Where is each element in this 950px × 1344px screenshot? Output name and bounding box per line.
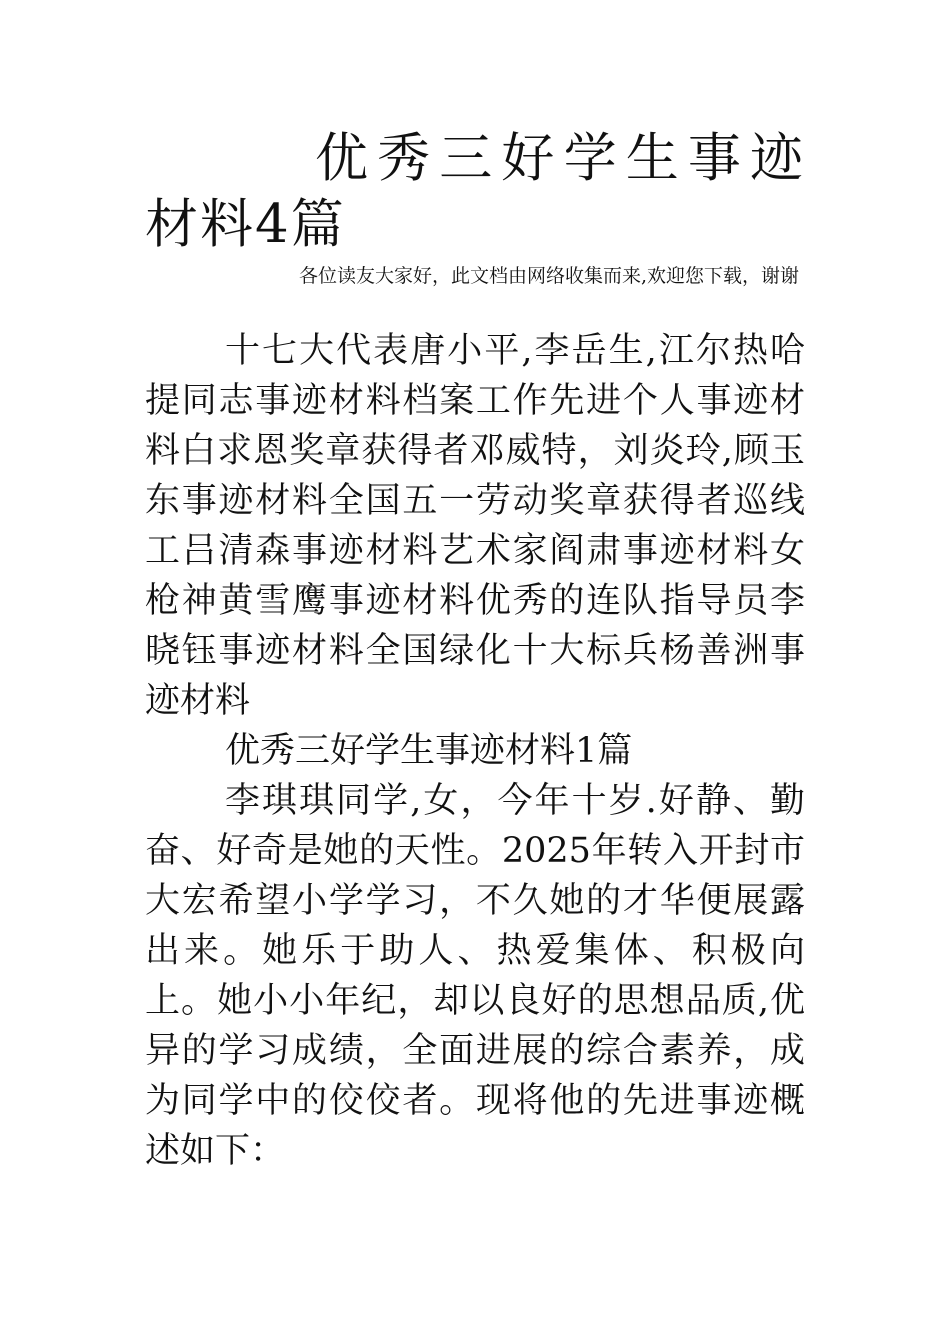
document-subtitle: 各位读友大家好，此文档由网络收集而来,欢迎您下载，谢谢: [298, 265, 799, 287]
paragraph-intro: 十七大代表唐小平,李岳生,江尔热哈提同志事迹材料档案工作先进个人事迹材料白求恩奖章获得者邓威特，刘炎玲,顾玉东事迹材料全国五一劳动奖章获得者巡线工吕清森事迹材料艺术家阎肃事迹材料女枪神黄雪鹰事迹材料优秀的连队指导员李晓钰事迹材料全国绿化十大标兵杨善洲事迹材料: [145, 331, 805, 721]
section-heading: 优秀三好学生事迹材料1篇: [225, 731, 633, 771]
document-title: 优秀三好学生事迹材料4篇: [145, 128, 805, 255]
document-content: [145, 126, 805, 1176]
document-body: [145, 326, 805, 1176]
paragraph-student: 李琪琪同学,女，今年十岁.好静、勤奋、好奇是她的天性。2025年转入开封市大宏希望小学学习，不久她的才华便展露出来。她乐于助人、热爱集体、积极向上。她小小年纪，却以良好的思想品质,优异的学习成绩，全面进展的综合素养，成为同学中的佼佼者。现将他的先进事迹概述如下：: [145, 781, 805, 1171]
